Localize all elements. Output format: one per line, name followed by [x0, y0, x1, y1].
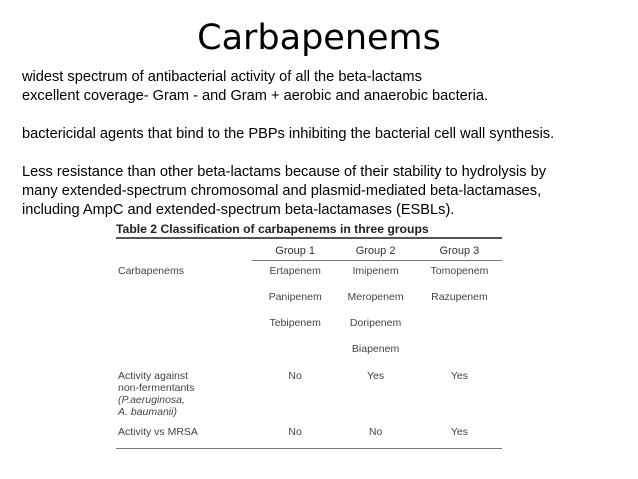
- classification-table: [116, 221, 502, 449]
- table-cell: Tebipenem: [269, 316, 321, 329]
- table-cell: Yes: [450, 425, 468, 438]
- paragraph-spectrum: [22, 68, 632, 106]
- header-group-1: Group 1: [275, 244, 316, 257]
- table-row: [116, 418, 502, 448]
- table-cell: Doripenem: [349, 316, 402, 329]
- paragraph-line: including AmpC and extended-spectrum beta-lactamases (ESBLs).: [22, 202, 455, 218]
- paragraph-line: widest spectrum of antibacterial activity of all the beta-lactams: [22, 69, 422, 85]
- header-group-3: Group 3: [439, 244, 480, 257]
- paragraph-line: excellent coverage- Gram - and Gram + aerobic and anaerobic bacteria.: [22, 88, 489, 104]
- table-cell: Biapenem: [351, 342, 400, 355]
- table-cell: Imipenem: [352, 264, 399, 277]
- table-cell: [256, 339, 334, 365]
- table-cell: Yes: [366, 369, 385, 382]
- table-cell: [417, 339, 502, 365]
- table-cell: No: [288, 425, 302, 438]
- table-caption: Table 2 Classification of carbapenems in three groups: [116, 222, 429, 236]
- row-label-nonfermentants: Activity against non-fermentants (P.aeruginosa, A. baumanii): [118, 369, 195, 418]
- row-label-mrsa: Activity vs MRSA: [118, 425, 198, 438]
- table-row: [116, 261, 502, 287]
- paragraph-line: many extended-spectrum chromosomal and plasmid-mediated beta-lactamases,: [22, 183, 542, 199]
- row-label-carbapenems: Carbapenems: [118, 264, 184, 277]
- table-cell: No: [368, 425, 383, 438]
- table-header-row: [116, 242, 502, 260]
- table-cell: Meropenem: [347, 290, 404, 303]
- table-row: [116, 365, 502, 418]
- header-empty: [116, 242, 256, 260]
- paragraph-line: Less resistance than other beta-lactams because of their stability to hydrolysis by: [22, 164, 547, 180]
- slide-title: Carbapenems: [197, 18, 441, 58]
- table-row: [116, 287, 502, 313]
- table-row: [116, 313, 502, 339]
- paragraph-line: bactericidal agents that bind to the PBPs inhibiting the bacterial cell wall synthesis.: [22, 126, 555, 142]
- paragraph-mechanism: [22, 125, 632, 144]
- header-group-2: Group 2: [355, 244, 396, 257]
- table-cell: Razupenem: [431, 290, 488, 303]
- table-cell: No: [288, 369, 302, 382]
- table-row: [116, 339, 502, 365]
- carbapenem-groups-table: [116, 242, 502, 448]
- table-cell: Yes: [450, 369, 468, 382]
- table-cell: [417, 313, 502, 339]
- table-cell: Panipenem: [268, 290, 322, 303]
- table-cell: Tomopenem: [430, 264, 489, 277]
- table-cell: Ertapenem: [269, 264, 321, 277]
- paragraph-resistance: [22, 163, 632, 220]
- table-bottom-rule: [116, 448, 502, 449]
